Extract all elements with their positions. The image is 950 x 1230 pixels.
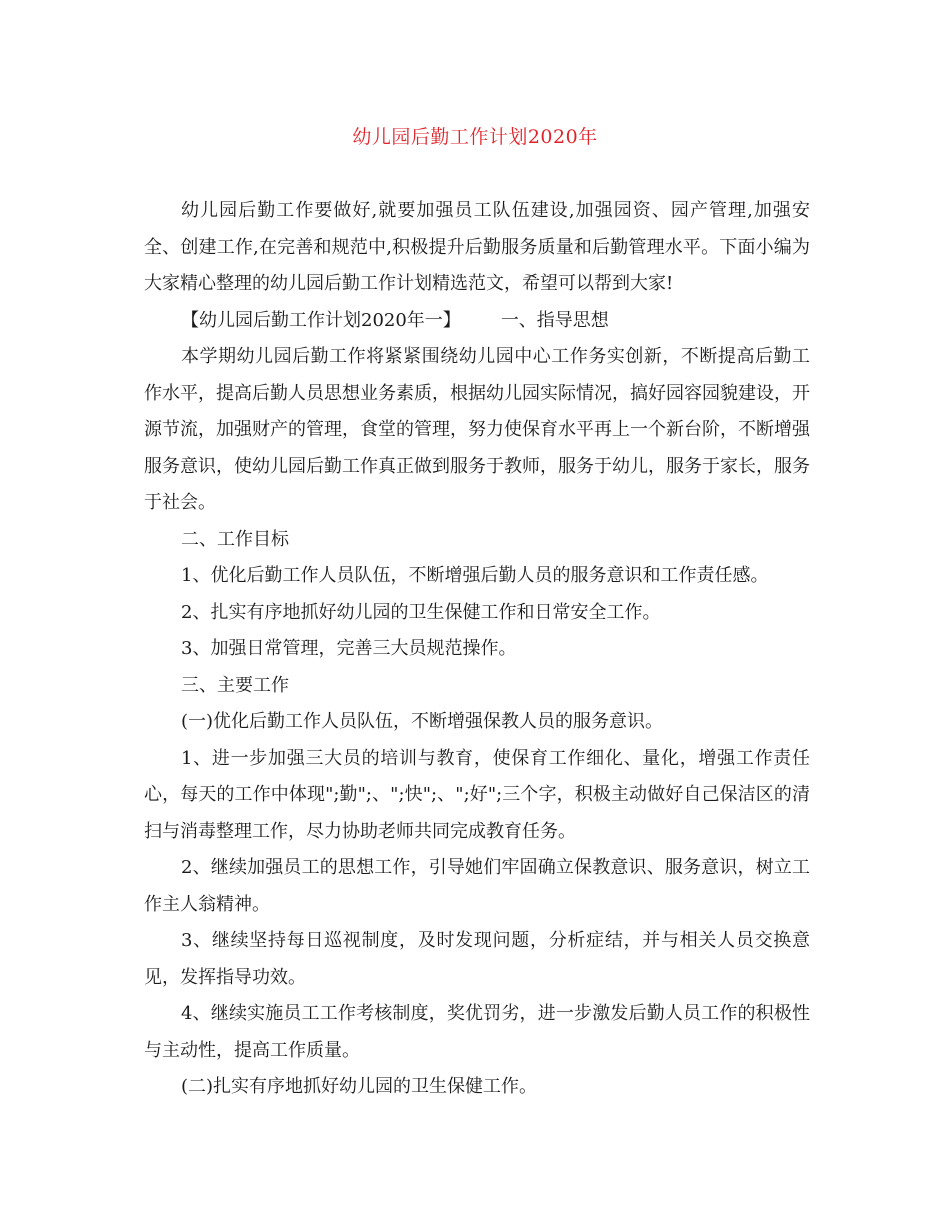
section-header-line	[144, 303, 810, 340]
work-item-4: 4、继续实施员工工作考核制度，奖优罚劣，进一步激发后勤人员工作的积极性与主动性，提高工作质量。	[144, 1003, 810, 1061]
intro-paragraph: 幼儿园后勤工作要做好,就要加强员工队伍建设,加强园资、园产管理,加强安全、创建工作,在完善和规范中,积极提升后勤服务质量和后勤管理水平。下面小编为大家精心整理的幼儿园后勤工作计划精选范文，希望可以帮到大家!	[144, 200, 810, 294]
subsection-heading-2: (二)扎实有序地抓好幼儿园的卫生保健工作。	[181, 1076, 538, 1097]
goal-item-2: 2、扎实有序地抓好幼儿园的卫生保健工作和日常安全工作。	[181, 601, 661, 623]
work-item-2: 2、继续加强员工的思想工作，引导她们牢固确立保教意识、服务意识，树立工作主人翁精神。	[144, 857, 810, 915]
document-body	[144, 193, 810, 1106]
section-heading-goals: 二、工作目标	[181, 528, 289, 550]
goal-item-1: 1、优化后勤工作人员队伍，不断增强后勤人员的服务意识和工作责任感。	[181, 565, 769, 586]
guiding-thought-paragraph: 本学期幼儿园后勤工作将紧紧围绕幼儿园中心工作务实创新，不断提高后勤工作水平，提高后勤人员思想业务素质，根据幼儿园实际情况，搞好园容园貌建设，开源节流，加强财产的管理，食堂的管理，努力使保育水平再上一个新台阶，不断增强服务意识，使幼儿园后勤工作真正做到服务于教师，服务于幼儿，服务于家长，服务于社会。	[144, 346, 810, 513]
section-heading-main-work: 三、主要工作	[181, 674, 289, 696]
document-title: 幼儿园后勤工作计划2020年	[352, 126, 598, 148]
section-heading-guiding-thought: 一、指导思想	[500, 309, 609, 331]
work-item-3: 3、继续坚持每日巡视制度，及时发现问题，分析症结，并与相关人员交换意见，发挥指导功效。	[144, 930, 810, 988]
subsection-heading-1: (一)优化后勤工作人员队伍，不断增强保教人员的服务意识。	[181, 711, 664, 732]
work-item-1: 1、进一步加强三大员的培训与教育，使保育工作细化、量化，增强工作责任心，每天的工作中体现";勤";、";快";、";好";三个字，积极主动做好自己保洁区的清扫与消毒整理工作，尽力协助老师共同完成教育任务。	[144, 747, 810, 842]
goal-item-3: 3、加强日常管理，完善三大员规范操作。	[181, 638, 517, 659]
section-bracket-title: 【幼儿园后勤工作计划2020年一】	[181, 309, 461, 331]
